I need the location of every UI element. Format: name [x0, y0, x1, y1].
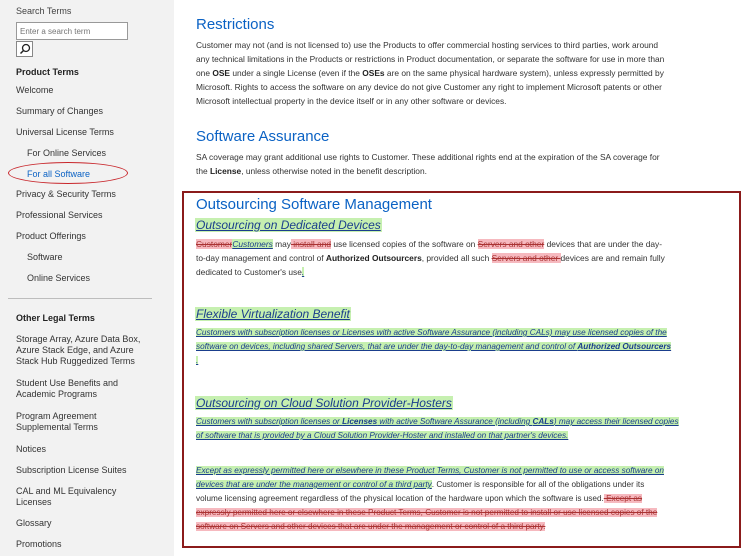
text-line: [196, 340, 720, 354]
sidebar-item-welcome[interactable]: Welcome: [16, 85, 54, 95]
sidebar-item-glossary[interactable]: Glossary: [16, 518, 52, 528]
term-ose[interactable]: OSE: [212, 68, 230, 78]
text-line: Customer may not (and is not licensed to) use the Products to offer commercial hosting services to third parties, work around: [196, 40, 659, 50]
text-line: [196, 164, 726, 178]
sidebar-divider: [8, 298, 152, 299]
text-line: [196, 492, 720, 506]
text-span: devices that are under the day-: [544, 239, 663, 249]
text-span: . Customer is responsible for all of the obligations under its: [431, 480, 645, 489]
sidebar-heading-product-terms: Product Terms: [16, 67, 79, 77]
text-line: [196, 326, 720, 340]
sidebar-heading-other-legal-terms: Other Legal Terms: [16, 313, 95, 323]
section-title-outsourcing-software-management: Outsourcing Software Management: [196, 196, 432, 213]
text-line: [196, 464, 720, 478]
sidebar-item-line: Student Use Benefits and: [16, 378, 119, 388]
text-span: , provided all such: [421, 253, 492, 263]
inserted-text: .: [301, 267, 305, 277]
text-span: to-day management and control of: [196, 253, 326, 263]
deleted-text: Servers and other: [477, 239, 545, 249]
text-line: [196, 237, 716, 251]
text-line: any technical limitations in the Products or restrictions in Product documentation, or separate the software for use in more than: [196, 54, 665, 64]
except-text: [196, 464, 720, 534]
text-line: SA coverage may grant additional use rights to Customer. These additional rights end at the expiration of the SA coverage for: [196, 152, 660, 162]
sidebar-item-notices[interactable]: Notices: [16, 444, 47, 454]
text-span: dedicated to Customer's use: [196, 267, 302, 277]
text-line: [196, 354, 720, 368]
text-line: [196, 520, 720, 534]
text-span: the: [196, 166, 210, 176]
sidebar-item-line: Azure Stack Edge, and Azure: [16, 345, 134, 355]
text-span: one: [196, 68, 213, 78]
cloud-solution-provider-text: [196, 415, 720, 443]
sidebar-item-line: Program Agreement: [16, 411, 97, 421]
text-span: under a single License (even if the: [230, 68, 363, 78]
sidebar-item-promotions[interactable]: Promotions: [16, 539, 62, 549]
dedicated-devices-text: [196, 237, 716, 279]
text-span: may: [272, 239, 291, 249]
deleted-text: expressly permitted here or elsewhere in these Product Terms, Customer is not permitted to install or use licensed copies of the: [196, 508, 658, 517]
search-input[interactable]: [16, 22, 128, 40]
sidebar: [0, 0, 174, 556]
text-span: devices are and remain fully: [560, 253, 665, 263]
text-line: [196, 429, 720, 443]
inserted-text: Customers with subscription licenses or: [196, 417, 343, 426]
sidebar-item-online-services[interactable]: Online Services: [27, 273, 91, 283]
text-line: [196, 415, 720, 429]
term-oses[interactable]: OSEs: [362, 68, 385, 78]
sidebar-item-professional-services[interactable]: Professional Services: [16, 210, 103, 220]
sidebar-item-line: Academic Programs: [16, 389, 98, 399]
text-span: are on the same physical hardware system), unless expressly permitted by: [384, 68, 664, 78]
inserted-text: with active Software Assurance (including: [377, 417, 533, 426]
sidebar-item-cal-ml-equivalency[interactable]: [16, 486, 116, 508]
sidebar-item-software[interactable]: Software: [27, 252, 63, 262]
term-license[interactable]: License: [209, 166, 242, 176]
text-line: Microsoft intellectual property in the device itself or in any other software or devices.: [196, 96, 507, 106]
search-icon: [19, 43, 31, 55]
sidebar-item-universal-license-terms[interactable]: Universal License Terms: [16, 127, 114, 137]
inserted-text: Customers: [232, 239, 273, 249]
sidebar-item-for-all-software[interactable]: For all Software: [27, 169, 91, 179]
flexible-virtualization-text: [196, 326, 720, 368]
text-line: [196, 478, 720, 492]
search-button[interactable]: [16, 41, 33, 57]
deleted-text: install and: [290, 239, 332, 249]
subheading-cloud-solution-provider: Outsourcing on Cloud Solution Provider-Hosters: [196, 396, 452, 410]
text-line: [196, 251, 716, 265]
sidebar-item-line: Licenses: [16, 497, 52, 507]
text-span: use licensed copies of the software on: [331, 239, 478, 249]
section-title-restrictions: Restrictions: [196, 16, 275, 33]
annotation-circle: [8, 162, 128, 184]
text-line: [196, 265, 716, 279]
sidebar-item-program-agreement[interactable]: [16, 411, 98, 433]
sidebar-item-subscription-license-suites[interactable]: Subscription License Suites: [16, 465, 127, 475]
inserted-text: devices that are under the management or control of a third party: [196, 480, 432, 489]
search-label: Search Terms: [16, 6, 72, 16]
text-span: , unless otherwise noted in the benefit description.: [241, 166, 427, 176]
deleted-text: Except as: [603, 494, 643, 503]
sidebar-item-summary-of-changes[interactable]: Summary of Changes: [16, 106, 104, 116]
inserted-term-licenses[interactable]: Licenses: [342, 417, 378, 426]
subheading-flexible-virtualization: Flexible Virtualization Benefit: [196, 307, 350, 321]
section-title-software-assurance: Software Assurance: [196, 128, 330, 145]
subheading-dedicated-devices: Outsourcing on Dedicated Devices: [196, 218, 381, 232]
sidebar-item-line: Stack Hub Ruggedized Terms: [16, 356, 135, 366]
deleted-text: Servers and other: [491, 253, 561, 263]
deleted-text: software on Servers and other devices that are under the management or control of a third party.: [196, 522, 546, 531]
text-line: Microsoft. Rights to access the software on any device do not give Customer any right to implement Microsoft patents or other: [196, 82, 662, 92]
deleted-text: Customer: [196, 239, 233, 249]
sidebar-item-privacy-security-terms[interactable]: Privacy & Security Terms: [16, 189, 116, 199]
inserted-text: of software that is provided by a Cloud Solution Provider-Hoster and installed on that partner's devices.: [196, 431, 569, 440]
sidebar-item-line: CAL and ML Equivalency: [16, 486, 117, 496]
term-authorized-outsourcers[interactable]: Authorized Outsourcers: [325, 253, 422, 263]
sidebar-item-line: Storage Array, Azure Data Box,: [16, 334, 141, 344]
inserted-text: .: [196, 356, 199, 365]
inserted-text: Except as expressly permitted here or elsewhere in these Product Terms, Customer is not permitted to use or access software on: [196, 466, 664, 475]
inserted-text: software on devices, including shared Servers, that are under the day-to-day management and control of: [196, 342, 578, 351]
inserted-text: Customers with subscription licenses or Licenses with active Software Assurance (including CALs) may use licensed copies of the: [196, 328, 667, 337]
text-line: [196, 506, 720, 520]
sidebar-item-product-offerings[interactable]: Product Offerings: [16, 231, 86, 241]
sidebar-item-student-use[interactable]: [16, 378, 118, 400]
inserted-text: ) may access their licensed copies: [553, 417, 679, 426]
sidebar-item-for-online-services[interactable]: For Online Services: [27, 148, 107, 158]
sidebar-item-line: Supplemental Terms: [16, 422, 98, 432]
restrictions-text: [196, 38, 726, 108]
text-span: volume licensing agreement regardless of the physical location of the hardware upon which the software is used.: [196, 494, 604, 503]
sidebar-item-storage-array[interactable]: [16, 334, 140, 367]
software-assurance-text: [196, 150, 726, 178]
inserted-term-authorized-outsourcers[interactable]: Authorized Outsourcers: [577, 342, 672, 351]
text-line: [196, 66, 726, 80]
inserted-term-cals[interactable]: CALs: [532, 417, 554, 426]
